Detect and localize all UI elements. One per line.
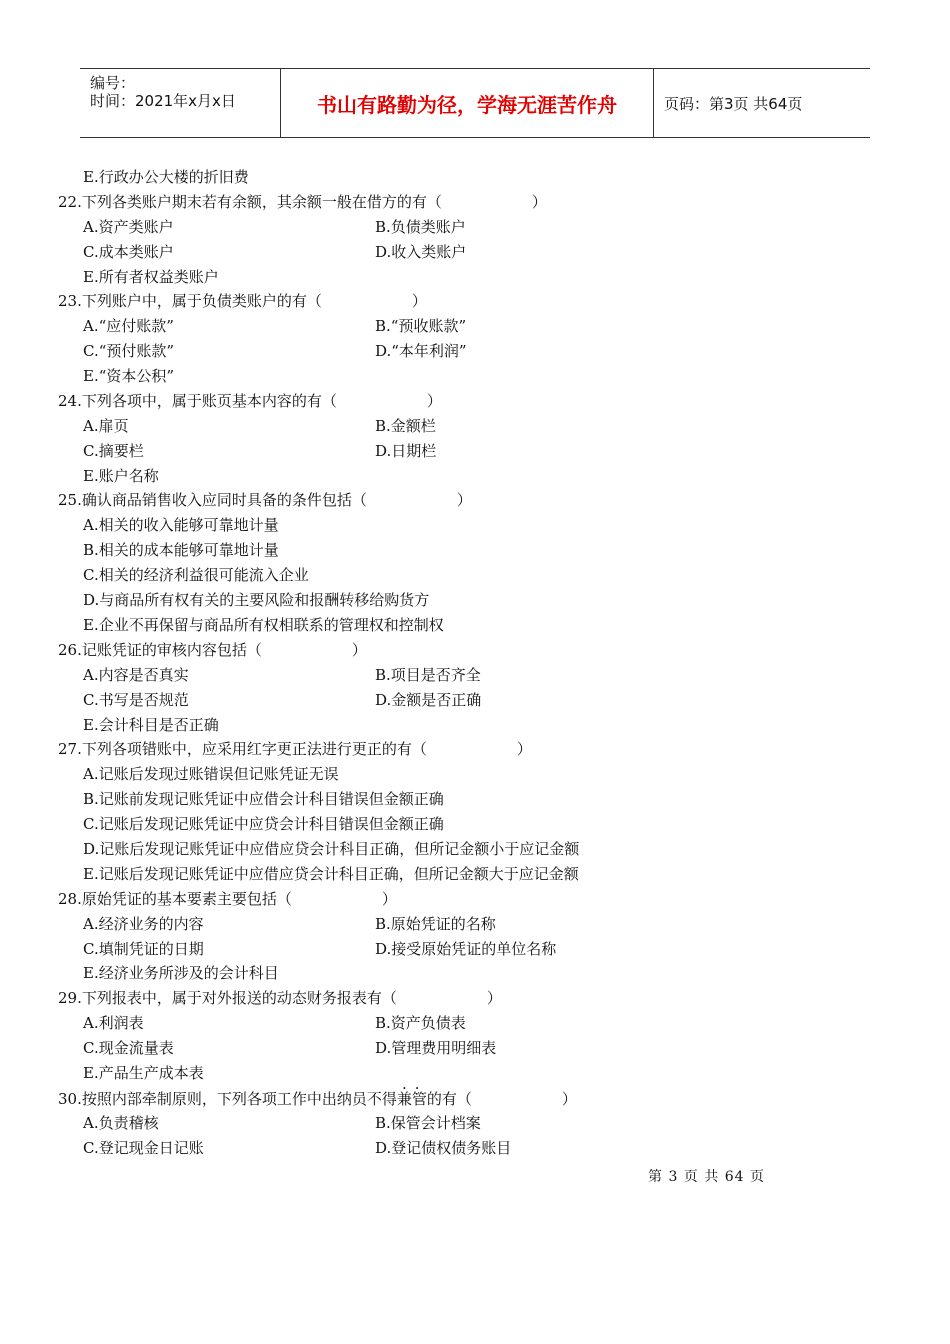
option-line: E.所有者权益类账户 <box>83 268 219 286</box>
option-line: C.登记现金日记账 <box>83 1139 204 1157</box>
option-line: A.扉页 <box>83 417 129 435</box>
option-line: A.记账后发现过账错误但记账凭证无误 <box>83 765 339 783</box>
question-29: 29.下列报表中，属于对外报送的动态财务报表有（ ） <box>58 989 502 1007</box>
option-line: C.“预付账款” <box>83 342 175 360</box>
option-line: D.登记债权债务账目 <box>375 1139 512 1157</box>
option-line: B.原始凭证的名称 <box>375 915 496 933</box>
option-line: C.书写是否规范 <box>83 691 189 709</box>
question-22: 22.下列各类账户期末若有余额，其余额一般在借方的有（ ） <box>58 193 547 211</box>
option-line: A.“应付账款” <box>83 317 174 335</box>
date-label: 时间：2021年x月x日 <box>90 92 236 110</box>
option-line: B.金额栏 <box>375 417 436 435</box>
option-line: E.“资本公积” <box>83 367 175 385</box>
question-28: 28.原始凭证的基本要素主要包括（ ） <box>58 890 397 908</box>
option-line: E.产品生产成本表 <box>83 1064 204 1082</box>
option-line: D.收入类账户 <box>375 243 467 261</box>
option-line: B.“预收账款” <box>375 317 467 335</box>
option-line: C.现金流量表 <box>83 1039 174 1057</box>
header-meta <box>80 69 281 137</box>
option-line: E.企业不再保留与商品所有权相联系的管理权和控制权 <box>83 616 444 634</box>
option-line: B.保管会计档案 <box>375 1114 481 1132</box>
option-line: D.金额是否正确 <box>375 691 482 709</box>
code-label: 编号： <box>90 74 136 92</box>
option-line: A.资产类账户 <box>83 218 174 236</box>
option-line: E.经济业务所涉及的会计科目 <box>83 964 279 982</box>
option-line: D.记账后发现记账凭证中应借应贷会计科目正确，但所记金额小于应记金额 <box>83 840 580 858</box>
header-page-info: 页码：第3页 共64页 <box>664 94 803 113</box>
option-line: B.负债类账户 <box>375 218 466 236</box>
option-line: B.项目是否齐全 <box>375 666 481 684</box>
question-23: 23.下列账户中，属于负债类账户的有（ ） <box>58 292 427 310</box>
header-motto: 书山有路勤为径，学海无涯苦作舟 <box>281 69 654 137</box>
option-line: E.会计科目是否正确 <box>83 716 219 734</box>
option-line: A.内容是否真实 <box>83 666 189 684</box>
question-26: 26.记账凭证的审核内容包括（ ） <box>58 641 367 659</box>
option-line: C.相关的经济利益很可能流入企业 <box>83 566 309 584</box>
question-25: 25.确认商品销售收入应同时具备的条件包括（ ） <box>58 491 472 509</box>
option-line: C.记账后发现记账凭证中应贷会计科目错误但金额正确 <box>83 815 444 833</box>
option-line: E.账户名称 <box>83 467 159 485</box>
option-line: B.记账前发现记账凭证中应借会计科目错误但金额正确 <box>83 790 444 808</box>
option-line: D.“本年利润” <box>375 342 467 360</box>
option-line: D.与商品所有权有关的主要风险和报酬转移给购货方 <box>83 591 430 609</box>
option-line: E.行政办公大楼的折旧费 <box>83 168 249 186</box>
option-line: E.记账后发现记账凭证中应借应贷会计科目正确，但所记金额大于应记金额 <box>83 865 579 883</box>
option-line: C.成本类账户 <box>83 243 174 261</box>
question-27: 27.下列各项错账中，应采用红字更正法进行更正的有（ ） <box>58 740 532 758</box>
option-line: D.日期栏 <box>375 442 437 460</box>
question-30: 30.按照内部牵制原则，下列各项工作中出纳员不得兼管的有（ ） <box>58 1090 577 1108</box>
emphasis-dots: .. <box>402 1075 428 1093</box>
page-header <box>80 68 870 138</box>
option-line: C.填制凭证的日期 <box>83 940 204 958</box>
option-line: D.接受原始凭证的单位名称 <box>375 940 557 958</box>
option-line: A.经济业务的内容 <box>83 915 204 933</box>
option-line: C.摘要栏 <box>83 442 144 460</box>
option-line: B.相关的成本能够可靠地计量 <box>83 541 279 559</box>
page-footer: 第 3 页 共 64 页 <box>648 1169 765 1185</box>
option-line: A.相关的收入能够可靠地计量 <box>83 516 279 534</box>
option-line: D.管理费用明细表 <box>375 1039 497 1057</box>
option-line: A.负责稽核 <box>83 1114 159 1132</box>
question-24: 24.下列各项中，属于账页基本内容的有（ ） <box>58 392 442 410</box>
option-line: A.利润表 <box>83 1014 144 1032</box>
option-line: B.资产负债表 <box>375 1014 466 1032</box>
